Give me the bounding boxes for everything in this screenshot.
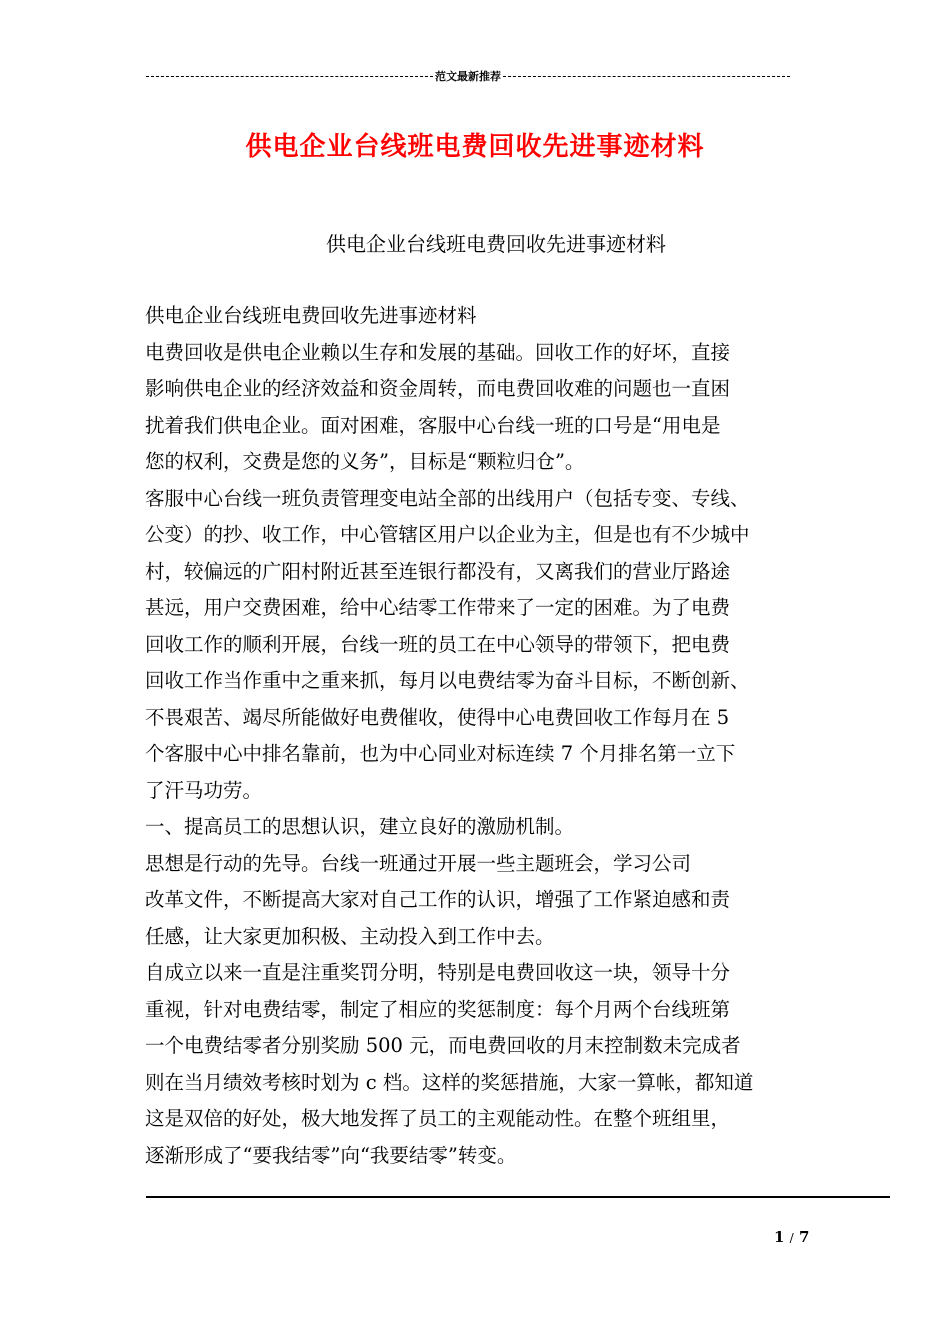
- body-line: 个客服中心中排名靠前，也为中心同业对标连续 7 个月排名第一立下: [145, 742, 736, 765]
- body-line: 影响供电企业的经济效益和资金周转，而电费回收难的问题也一直困: [145, 377, 731, 400]
- document-body: [145, 298, 813, 1174]
- body-line: 一个电费结零者分别奖励 500 元，而电费回收的月末控制数未完成者: [145, 1034, 741, 1057]
- page-total: 7: [798, 1228, 810, 1246]
- document-subtitle: 供电企业台线班电费回收先进事迹材料: [326, 232, 666, 256]
- page-header: [146, 68, 790, 84]
- body-line: 扰着我们供电企业。面对困难，客服中心台线一班的口号是“用电是: [145, 413, 721, 437]
- body-line: 客服中心台线一班负责管理变电站全部的出线用户（包括专变、专线、: [145, 486, 750, 510]
- body-line: 供电企业台线班电费回收先进事迹材料: [145, 304, 477, 327]
- footer-divider: [146, 1196, 890, 1198]
- body-line: 电费回收是供电企业赖以生存和发展的基础。回收工作的好坏，直接: [145, 340, 731, 364]
- body-line: 则在当月绩效考核时划为 c 档。这样的奖惩措施，大家一算帐，都知道: [145, 1070, 754, 1094]
- document-title: 供电企业台线班电费回收先进事迹材料: [245, 132, 705, 162]
- body-line: 自成立以来一直是注重奖罚分明，特别是电费回收这一块，领导十分: [145, 961, 731, 984]
- body-line: 回收工作的顺利开展，台线一班的员工在中心领导的带领下，把电费: [145, 632, 731, 656]
- body-line: 逐渐形成了“要我结零”向“我要结零”转变。: [145, 1143, 517, 1167]
- body-line: 思想是行动的先导。台线一班通过开展一些主题班会，学习公司: [145, 851, 692, 875]
- header-dash-left: [146, 76, 433, 77]
- body-line: 甚远，用户交费困难，给中心结零工作带来了一定的困难。为了电费: [145, 596, 731, 619]
- page-current: 1: [774, 1228, 785, 1246]
- section-heading: 一、提高员工的思想认识，建立良好的激励机制。: [145, 815, 575, 838]
- body-line: 重视，针对电费结零，制定了相应的奖惩制度：每个月两个台线班第: [145, 997, 731, 1021]
- header-dash-right: [503, 76, 790, 77]
- page-separator: /: [789, 1231, 794, 1245]
- body-line: 任感，让大家更加积极、主动投入到工作中去。: [145, 924, 555, 948]
- body-line: 这是双倍的好处，极大地发挥了员工的主观能动性。在整个班组里，: [145, 1107, 731, 1130]
- body-line: 了汗马功劳。: [145, 778, 263, 802]
- body-line: 改革文件，不断提高大家对自己工作的认识，增强了工作紧迫感和责: [145, 888, 731, 911]
- page-number: [774, 1228, 809, 1246]
- header-label: 范文最新推荐: [435, 70, 501, 83]
- body-line: 您的权利，交费是您的义务”，目标是“颗粒归仓”。: [145, 450, 585, 473]
- body-line: 回收工作当作重中之重来抓，每月以电费结零为奋斗目标，不断创新、: [145, 669, 750, 692]
- body-line: 不畏艰苦、竭尽所能做好电费催收，使得中心电费回收工作每月在 5: [145, 705, 730, 729]
- body-line: 公变）的抄、收工作，中心管辖区用户以企业为主，但是也有不少城中: [145, 523, 750, 546]
- body-line: 村，较偏远的广阳村附近甚至连银行都没有，又离我们的营业厅路途: [145, 559, 731, 583]
